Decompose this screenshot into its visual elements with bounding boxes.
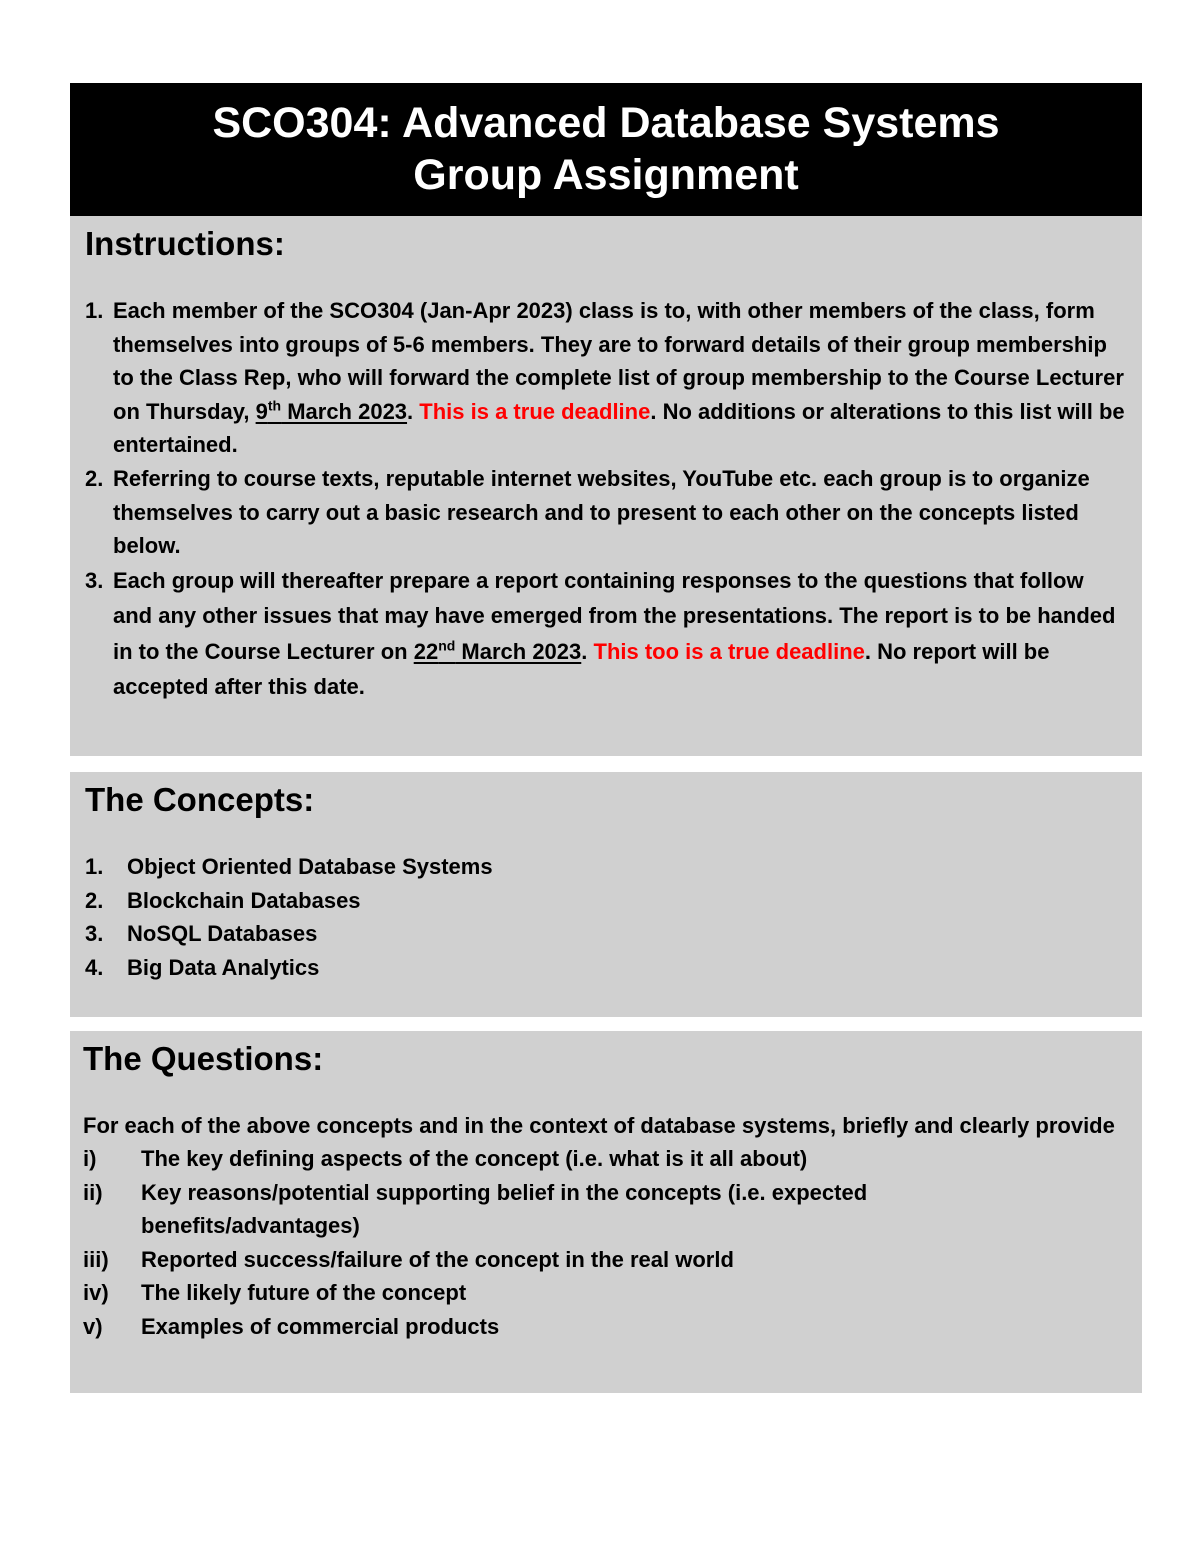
date-month-year: March 2023 (455, 638, 582, 664)
concepts-heading: The Concepts: (85, 781, 315, 818)
instructions-heading: Instructions: (85, 225, 285, 262)
concept-number: 1. (85, 854, 104, 879)
question-number: ii) (83, 1179, 103, 1205)
deadline-notice: This too is a true deadline (593, 638, 865, 664)
instruction-item-1 (85, 294, 1128, 462)
date-suffix: nd (438, 637, 456, 654)
questions-intro: For each of the above concepts and in the context of database systems, briefly and clearly provide (83, 1113, 1115, 1138)
concept-text: Blockchain Databases (127, 887, 361, 913)
question-text: Examples of commercial products (141, 1313, 500, 1339)
concept-number: 3. (85, 921, 104, 946)
deadline-date (256, 399, 407, 424)
question-text: The likely future of the concept (141, 1280, 467, 1305)
concept-number: 4. (85, 954, 104, 980)
questions-panel (70, 1031, 1142, 1393)
question-item (83, 1243, 1128, 1277)
document-page (70, 83, 1142, 1393)
question-number: i) (83, 1146, 97, 1171)
question-number: iv) (83, 1280, 109, 1305)
instruction-number: 1. (85, 298, 104, 323)
instructions-list (85, 294, 1128, 705)
questions-list (83, 1142, 1128, 1343)
instruction-text: Referring to course texts, reputable internet websites, YouTube etc. each group is to organize themselves to carry out a basic research and to present to each other on the concepts listed below. (113, 465, 1090, 559)
question-number: v) (83, 1313, 103, 1339)
questions-heading: The Questions: (83, 1040, 324, 1077)
instruction-item-3 (85, 563, 1128, 705)
question-number: iii) (83, 1246, 109, 1272)
question-item (83, 1142, 1128, 1176)
concepts-list (85, 850, 1128, 984)
concept-item (85, 917, 1128, 951)
concept-number: 2. (85, 887, 104, 913)
instruction-number: 3. (85, 567, 104, 593)
title-banner (70, 83, 1142, 216)
instructions-panel (70, 216, 1142, 756)
instruction-item-2 (85, 462, 1128, 563)
date-day: 22 (413, 638, 439, 664)
question-item (83, 1276, 1128, 1310)
document-subtitle: Group Assignment (413, 151, 799, 199)
concept-item (85, 850, 1128, 884)
concept-item (85, 951, 1128, 985)
punctuation: . (581, 638, 594, 664)
punctuation: . (407, 398, 420, 424)
concept-text: NoSQL Databases (127, 921, 318, 946)
document-title: SCO304: Advanced Database Systems (212, 99, 1000, 147)
question-text: Key reasons/potential supporting belief in the concepts (i.e. expected benefits/advantages) (141, 1179, 868, 1238)
concepts-panel (70, 772, 1142, 1017)
question-item (83, 1310, 1128, 1344)
concept-text: Object Oriented Database Systems (127, 854, 493, 879)
date-month-year: March 2023 (281, 398, 408, 424)
instruction-text-tail: . No report will be accepted after this date. (113, 638, 1050, 700)
instruction-text-tail: . No additions or alterations to this list will be entertained. (113, 398, 1125, 458)
instruction-text: Each member of the SCO304 (Jan-Apr 2023) class is to, with other members of the class, form themselves into groups of 5-6 members. They are to forward details of their group membership to the Class Rep, who will forward the complete list of group membership to the Course Lecturer on Thursday, (113, 298, 1124, 424)
date-day: 9 (255, 398, 268, 424)
instruction-number: 2. (85, 465, 104, 491)
date-suffix: th (267, 397, 282, 414)
deadline-date (414, 639, 582, 664)
instruction-text: Each group will thereafter prepare a report containing responses to the questions that follow and any other issues that may have emerged from the presentations. The report is to be handed in to the Course Lecturer on (113, 567, 1116, 664)
question-text: Reported success/failure of the concept in the real world (141, 1246, 734, 1272)
question-item (83, 1176, 1128, 1243)
concept-item (85, 884, 1128, 918)
concept-text: Big Data Analytics (127, 954, 320, 980)
question-text: The key defining aspects of the concept (i.e. what is it all about) (141, 1146, 808, 1171)
deadline-notice: This is a true deadline (419, 398, 651, 424)
